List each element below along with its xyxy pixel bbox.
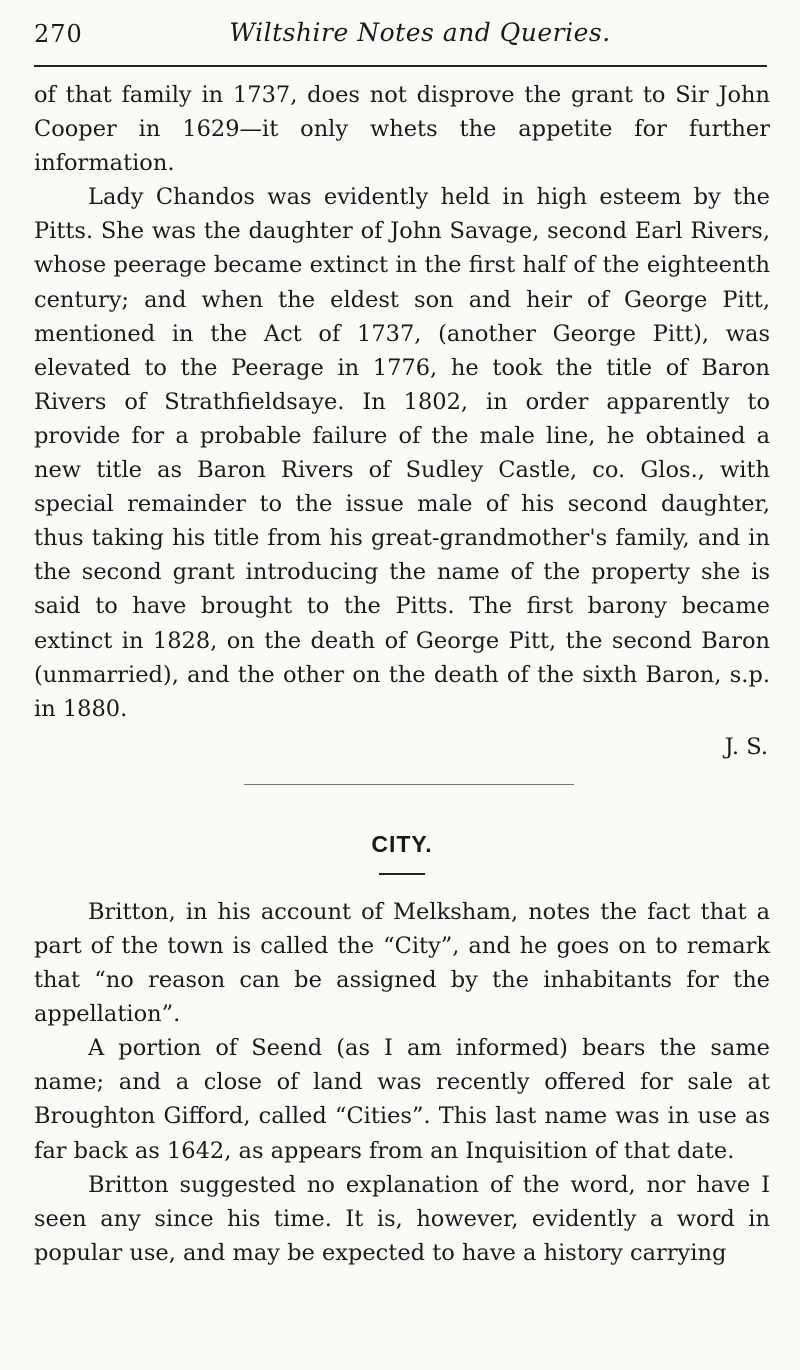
paragraph: A portion of Seend (as I am informed) bears the same name; and a close of land was recently offered for sale at Broughton Gifford, called “Cities”. This last name was in use as far back as 1642, as appears from an Inquisition of that date. — [34, 1035, 770, 1164]
section-separator — [244, 784, 574, 785]
paragraph: Lady Chandos was evidently held in high esteem by the Pitts. She was the daughter of John Savage, second Earl Rivers, whose peerage became extinct in the first half of the eighteenth century; and when the eldest son and heir of George Pitt, mentioned in the Act of 1737, (another George Pitt), was elevated to the Peerage in 1776, he took the title of Baron Rivers of Strathfieldsaye. In 1802, in order apparently to provide for a probable failure of the male line, he obtained a new title as Baron Rivers of Sudley Castle, co. Glos., with special remainder to the issue male of his second daughter, thus taking his title from his great-grandmother's family, and in the second grant introducing the name of the property she is said to have brought to the Pitts. The first barony became extinct in 1828, on the death of George Pitt, the second Baron (unmarried), and the other on the death of the sixth Baron, s.p. in 1880. — [34, 184, 770, 722]
running-title: Wiltshire Notes and Queries. — [229, 18, 611, 47]
article-continuation — [34, 78, 770, 764]
paragraph: of that family in 1737, does not disprove the grant to Sir John Cooper in 1629—it only whets the appetite for further information. — [34, 82, 770, 177]
page-body — [34, 78, 770, 1270]
paragraph: Britton suggested no explanation of the word, nor have I seen any since his time. It is, however, evidently a word in popular use, and may be expected to have a history carrying — [34, 1171, 770, 1266]
title-rule — [379, 873, 425, 875]
paragraph: Britton, in his account of Melksham, notes the fact that a part of the town is called the “City”, and he goes on to remark that “no reason can be assigned by the inhabitants for the appellation”. — [34, 898, 770, 1028]
author-signature: J. S. — [724, 733, 768, 760]
section-title: CITY. — [371, 830, 433, 857]
page-number: 270 — [34, 20, 83, 48]
header-rule — [34, 65, 767, 67]
page-header — [34, 16, 768, 52]
city-section-body — [34, 895, 770, 1270]
